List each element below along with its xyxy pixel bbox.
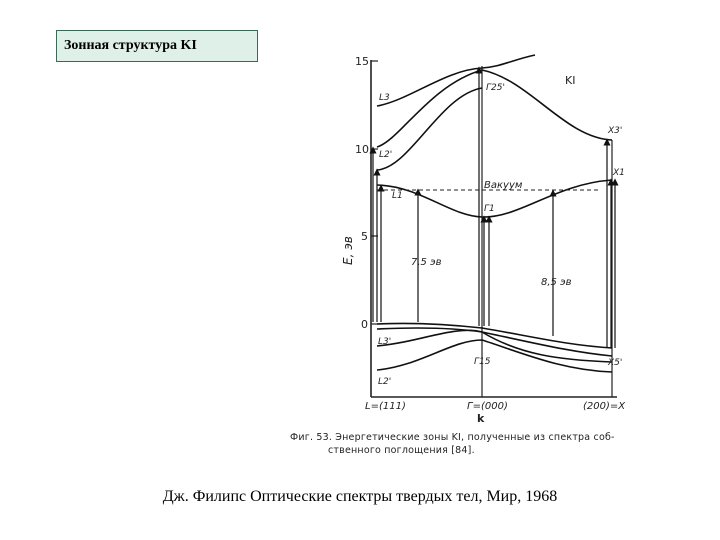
point-label-gamma25: Γ25' (486, 83, 505, 93)
band-l2-gamma25-x3 (377, 70, 612, 147)
x-point-label-x: (200)=X (583, 401, 626, 412)
band-upper-conduction (377, 88, 482, 170)
point-label-x1: X1 (613, 168, 625, 178)
transition-label-8-5: 8,5 эв (541, 277, 572, 288)
y-axis-label: E, эв (341, 236, 355, 265)
slide-title: Зонная структура KI (56, 30, 258, 62)
band-valence-mid (377, 328, 612, 356)
point-label-l1: L1 (392, 191, 403, 201)
point-label-x3: X3' (608, 126, 623, 136)
y-tick-label: 0 (361, 318, 368, 331)
point-label-l3v: L3' (378, 337, 392, 347)
point-label-x5: X5' (608, 358, 623, 368)
caption-line-2: ственного поглощения [84]. (328, 445, 475, 456)
y-tick-label: 15 (355, 55, 369, 68)
vacuum-label: Вакуум (484, 180, 523, 191)
plot-frame (371, 60, 617, 397)
x-axis-label: k (477, 412, 485, 425)
x-point-label-gamma: Γ=(000) (467, 401, 508, 412)
point-label-l3: L3 (379, 93, 390, 103)
point-label-l2: L2' (379, 150, 393, 160)
point-label-gamma1: Γ1 (484, 204, 495, 214)
caption-line-1: Фиг. 53. Энергетические зоны KI, полученные из спектра соб- (290, 432, 615, 443)
x-point-label-l: L=(111) (365, 401, 406, 412)
y-tick-label: 5 (361, 230, 368, 243)
point-label-gamma15: Γ15 (474, 357, 491, 367)
y-tick-label: 10 (355, 143, 369, 156)
point-label-l2v: L2' (378, 377, 392, 387)
source-citation: Дж. Филипс Оптические спектры твердых тел, Мир, 1968 (162, 488, 558, 505)
transition-label-7-5: 7,5 эв (411, 257, 442, 268)
material-label: KI (565, 74, 576, 87)
band-l3-gamma25 (377, 55, 535, 106)
figure-caption (290, 431, 690, 457)
